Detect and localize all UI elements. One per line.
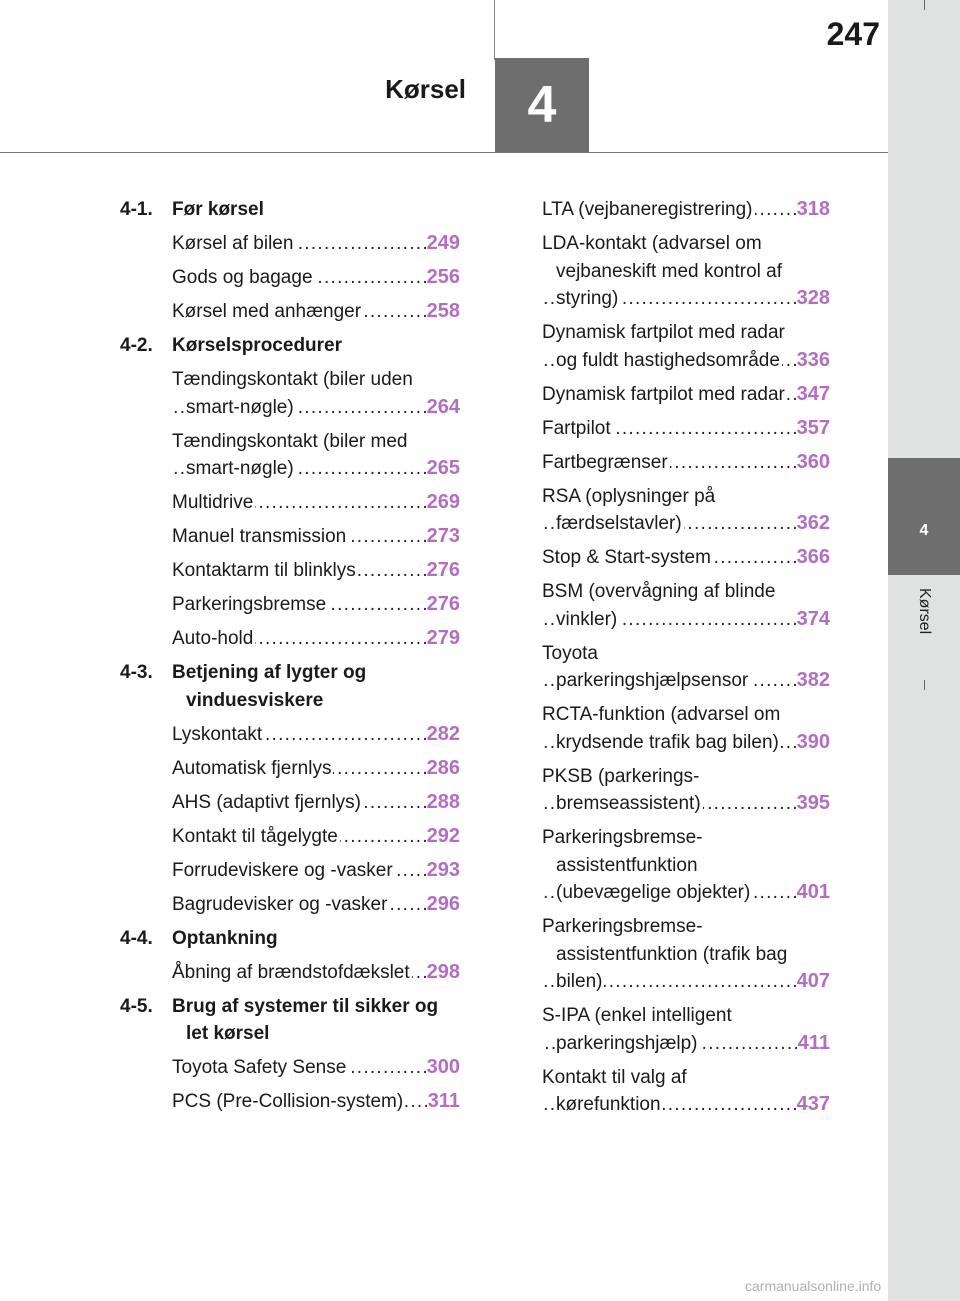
section-number: 4-4. [120,927,153,949]
toc-entry-label: Kontaktarm til blinklys [172,560,356,581]
toc-entry-text [542,578,796,633]
toc-entry[interactable] [542,415,830,443]
toc-entry-label: Automatisk fjernlys [172,757,332,779]
toc-entry-text [172,721,426,749]
toc-entry[interactable] [172,789,460,817]
toc-entry[interactable] [172,489,460,517]
toc-entry[interactable] [542,1064,830,1119]
toc-entry[interactable] [172,625,460,653]
toc-entry-label: BSM (overvågning af blinde vinkler) [542,581,776,630]
side-index [888,0,960,1301]
footer-watermark: carmanualsonline.info [745,1278,882,1294]
toc-section-heading [120,332,460,360]
toc-entry-label: Parkeringsbremse [172,594,327,615]
toc-entry[interactable] [172,591,460,619]
toc-entry-text [172,857,426,885]
toc-entry-text [542,1002,797,1057]
toc-entry-label: RCTA-funktion (advarsel om krydsende trafik bag bilen) [542,704,781,753]
toc-entry-page[interactable]: 256 [426,264,460,292]
section-number: 4-2. [120,335,153,356]
toc-entry-label: PCS (Pre-Collision-system) [172,1091,404,1112]
toc-entry-label: Kontakt til tågelygte [172,825,338,847]
toc-entry-text [542,701,796,756]
toc-entry-page[interactable]: 288 [426,789,460,817]
toc-entry[interactable] [172,366,460,421]
toc-entry-page[interactable]: 347 [796,381,830,409]
toc-entry[interactable] [172,298,460,326]
toc-entry-page[interactable]: 296 [426,891,460,919]
toc-entry-page[interactable]: 360 [796,449,830,477]
toc-section-heading [120,659,460,714]
toc-entry-label: Kørsel med anhænger [172,301,362,322]
toc-entry[interactable] [542,381,830,409]
toc-entry[interactable] [172,264,460,292]
toc-entry[interactable] [172,857,460,885]
toc-entry-label: Toyota Safety Sense [172,1057,347,1078]
toc-entry-text [542,483,796,538]
toc-entry-label: LTA (vejbaneregistrering) [542,199,753,220]
index-tick [924,0,925,10]
section-title: Kørselsprocedurer [172,335,343,356]
toc-entry[interactable] [542,1002,830,1057]
toc-entry-label: LDA-kontakt (advarsel om vejbaneskift med kontrol af styring) [542,233,783,309]
toc-entry[interactable] [542,230,830,313]
toc-entry-text [172,523,426,551]
toc-entry[interactable] [542,913,830,996]
toc-entry-label: Dynamisk fartpilot med radar og fuldt hastighedsområde [542,322,785,371]
toc-entry[interactable] [172,959,460,987]
toc-entry-label: Dynamisk fartpilot med radar [542,383,785,405]
toc-entry-page[interactable]: 437 [796,1091,830,1119]
toc-entry[interactable] [172,428,460,483]
toc-entry-page[interactable]: 336 [796,347,830,375]
toc-entry-label: Tændingskontakt (biler uden smart-nøgle) [172,369,413,418]
toc-entry-text [542,449,796,477]
toc-left-column [120,196,460,1122]
toc-entry-page[interactable]: 395 [796,790,830,818]
toc-entry-page[interactable]: 362 [796,510,830,538]
toc-entry-text [542,319,796,374]
toc-entry-page[interactable]: 382 [796,667,830,695]
toc-entry-page[interactable]: 279 [426,625,460,653]
section-title: Betjening af lygter og vinduesviskere [172,662,367,711]
toc-entry-page[interactable]: 286 [426,755,460,783]
side-tab-number: 4 [919,522,929,539]
toc-section-heading [120,993,460,1048]
toc-entry-page[interactable]: 401 [796,879,830,907]
toc-entry-label: Lyskontakt [172,723,263,745]
toc-entry-label: Parkeringsbremse-assistentfunktion (trafik bag bilen) [542,916,788,992]
toc-entry-text [172,755,426,783]
toc-entry-label: Tændingskontakt (biler med smart-nøgle) [172,430,408,479]
side-tab-label: Kørsel [916,588,933,635]
toc-entry-label: Fartbegrænser [542,451,668,473]
toc-entry-text [172,625,426,653]
toc-entry[interactable] [542,196,830,224]
toc-entry[interactable] [172,721,460,749]
toc-section-heading [120,925,460,953]
page-number: 247 [826,16,880,52]
toc-entry-page[interactable]: 249 [426,230,460,258]
chapter-title: Kørsel [385,74,466,104]
toc-entry[interactable] [172,523,460,551]
toc-entry-text [172,823,426,851]
toc-entry-page[interactable]: 357 [796,415,830,443]
toc-entry-text [542,640,796,695]
toc-entry-text [172,230,426,258]
toc-entry-text [172,891,426,919]
toc-entry-text [542,230,796,313]
toc-entry-page[interactable]: 328 [796,285,830,313]
toc-entry-page[interactable]: 366 [796,544,830,572]
section-title: Brug af systemer til sikker og let kørsel [172,995,439,1044]
index-tick [924,680,925,690]
toc-entry-page[interactable]: 276 [426,591,460,619]
toc-entry-label: Forrudeviskere og -vasker [172,859,393,881]
toc-entry-text [172,959,426,987]
toc-entry[interactable] [172,823,460,851]
side-tab[interactable] [888,458,960,575]
toc-entry-label: Bagrudevisker og -vasker [172,893,388,915]
toc-entry[interactable] [172,1088,460,1116]
toc-entry-label: Gods og bagage [172,267,313,288]
toc-entry[interactable] [542,640,830,695]
toc-entry[interactable] [172,557,460,585]
toc-entry-label: Toyota parkeringshjælpsensor [542,642,749,691]
section-title: Før kørsel [172,199,264,220]
toc-entry[interactable] [542,701,830,756]
toc-entry[interactable] [542,483,830,538]
toc-entry[interactable] [542,449,830,477]
toc-entry-page[interactable]: 311 [427,1088,460,1116]
toc-entry-label: Kontakt til valg af kørefunktion [542,1066,687,1115]
chapter-number-box: 4 [495,58,589,153]
toc-entry-label: Manuel transmission [172,526,347,547]
toc-entry-label: Åbning af brændstofdækslet [172,961,410,983]
toc-entry-page[interactable]: 269 [426,489,460,517]
section-number: 4-3. [120,662,153,683]
toc-entry-label: Auto-hold [172,628,254,649]
toc-entry-page[interactable]: 273 [426,523,460,551]
section-number: 4-5. [120,995,153,1017]
toc-entry-page[interactable]: 276 [426,557,460,585]
section-number: 4-1. [120,199,153,220]
toc-entry[interactable] [172,755,460,783]
toc-entry-text [172,557,426,585]
toc-entry-text [172,298,426,326]
toc-entry-label: S-IPA (enkel intelligent parkeringshjælp) [542,1005,732,1054]
toc-entry[interactable] [172,1054,460,1082]
toc-entry-text [172,1088,427,1116]
toc-entry[interactable] [172,891,460,919]
toc-entry-label: AHS (adaptivt fjernlys) [172,791,362,813]
toc-entry[interactable] [542,319,830,374]
toc-entry-text [172,1054,426,1082]
toc-right-column [542,196,830,1125]
toc-entry-label: Fartpilot [542,417,611,439]
toc-entry-text [542,544,796,572]
toc-entry-label: PKSB (parkerings-bremseassistent) [542,765,701,814]
toc-entry-page[interactable]: 293 [426,857,460,885]
toc-entry-text [542,381,796,409]
toc-entry[interactable] [172,230,460,258]
toc-entry-text [542,913,796,996]
toc-entry-text [172,366,426,421]
header-rule [0,152,888,153]
toc-entry-page[interactable]: 300 [426,1054,460,1082]
toc-entry-page[interactable]: 407 [796,968,830,996]
toc-entry[interactable] [542,824,830,907]
toc-entry-text [172,428,426,483]
toc-entry[interactable] [542,544,830,572]
toc-entry-text [172,789,426,817]
toc-entry-label: Parkeringsbremse-assistentfunktion (ubevægelige objekter) [542,827,751,903]
toc-entry-text [542,1064,796,1119]
toc-entry[interactable] [542,578,830,633]
toc-entry-text [542,824,796,907]
toc-entry-label: Kørsel af bilen [172,233,294,254]
toc-entry-text [172,264,426,292]
section-title: Optankning [172,927,278,949]
toc-entry-text [172,591,426,619]
toc-entry-label: Stop & Start-system [542,547,711,568]
toc-entry-page[interactable]: 292 [426,823,460,851]
toc-entry-page[interactable]: 318 [796,196,830,224]
toc-entry-page[interactable]: 265 [426,455,460,483]
toc-section-heading [120,196,460,224]
header-divider [494,0,495,60]
toc-entry-text [172,489,426,517]
toc-entry-text [542,415,796,443]
toc-entry-page[interactable]: 282 [426,721,460,749]
toc-entry-text [542,763,796,818]
toc-entry-label: RSA (oplysninger på færdselstavler) [542,485,716,534]
toc-entry-page[interactable]: 390 [796,729,830,757]
toc-entry-page[interactable]: 264 [426,394,460,422]
toc-entry-label: Multidrive [172,492,254,513]
toc-entry[interactable] [542,763,830,818]
toc-entry-text [542,196,796,224]
toc-entry-page[interactable]: 298 [426,959,460,987]
toc-entry-page[interactable]: 411 [797,1030,830,1058]
toc-entry-page[interactable]: 374 [796,606,830,634]
toc-entry-page[interactable]: 258 [426,298,460,326]
